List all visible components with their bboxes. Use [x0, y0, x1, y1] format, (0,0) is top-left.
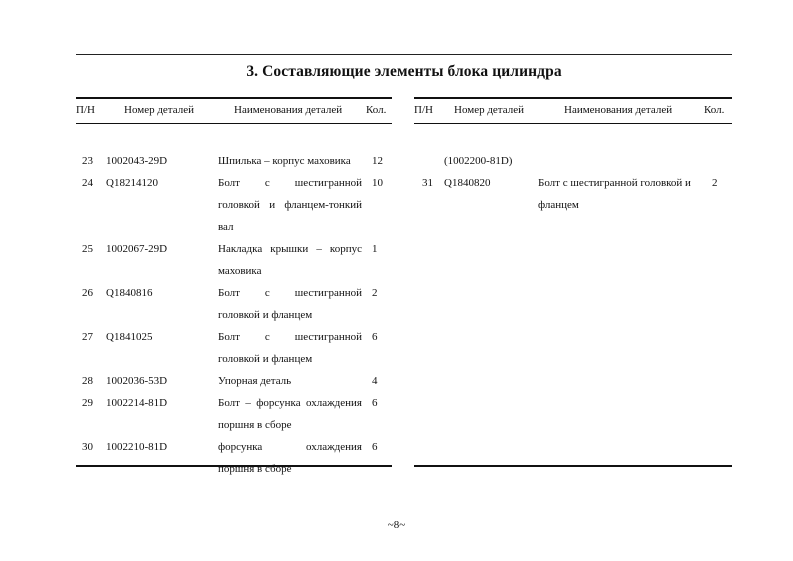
- part-name-line: головкой и фланцем: [218, 309, 313, 321]
- row-part-name: [218, 238, 362, 282]
- row-num: 27: [82, 331, 93, 343]
- row-num: 29: [82, 397, 93, 409]
- table-header: [76, 97, 392, 124]
- page-title: 3. Составляющие элементы блока цилиндра: [246, 63, 562, 80]
- header-part-number: Номер деталей: [124, 104, 194, 116]
- row-part-name: [218, 392, 362, 436]
- parts-table-left: [76, 97, 392, 475]
- part-name-line: фланцем: [538, 199, 579, 211]
- row-part-number: 1002214-81D: [106, 397, 168, 409]
- part-name-line: Болт с шестигранной головкой и: [538, 177, 691, 189]
- row-qty: 2: [372, 287, 378, 299]
- row-qty: 6: [372, 441, 378, 453]
- row-num: 28: [82, 375, 93, 387]
- header-qty: Кол.: [366, 104, 387, 116]
- row-num: 23: [82, 155, 93, 167]
- part-name-line: [538, 150, 704, 172]
- row-part-number: 1002036-53D: [106, 375, 168, 387]
- row-part-number: Q1841025: [106, 331, 153, 343]
- page-number: ~8~: [387, 519, 406, 531]
- part-name-line: маховика: [218, 265, 262, 277]
- row-part-name: [538, 150, 704, 172]
- row-qty: 6: [372, 397, 378, 409]
- part-name-line: поршня в сборе: [218, 463, 292, 475]
- row-part-number: Q18214120: [106, 177, 158, 189]
- table-header: [414, 97, 732, 124]
- header-qty: Кол.: [704, 104, 725, 116]
- part-name-line: Болт с шестигранной: [218, 177, 362, 189]
- bottom-rule-left: [76, 465, 392, 467]
- header-num: П/Н: [414, 104, 433, 116]
- top-rule: [76, 54, 732, 55]
- row-qty: 2: [712, 177, 718, 189]
- row-num: 30: [82, 441, 93, 453]
- row-num: 26: [82, 287, 93, 299]
- row-part-number: Q1840816: [106, 287, 153, 299]
- row-qty: 10: [372, 177, 383, 189]
- part-name-line: Болт – форсунка охлаждения: [218, 397, 362, 409]
- part-name-line: Накладка крышки – корпус: [218, 243, 362, 255]
- header-part-name: Наименования деталей: [564, 104, 673, 116]
- part-name-line: форсунка охлаждения: [218, 441, 362, 453]
- header-part-number: Номер деталей: [454, 104, 524, 116]
- row-part-name: [218, 282, 362, 326]
- row-part-number: 1002210-81D: [106, 441, 168, 453]
- row-part-name: [218, 436, 362, 480]
- row-part-number: Q1840820: [444, 177, 491, 189]
- row-part-name: [218, 172, 362, 238]
- header-part-name: Наименования деталей: [234, 104, 343, 116]
- part-name-line: головкой и фланцем: [218, 353, 313, 365]
- row-qty: 1: [372, 243, 378, 255]
- part-name-line: поршня в сборе: [218, 419, 292, 431]
- row-part-name: [538, 172, 704, 216]
- row-part-number: 1002043-29D: [106, 155, 168, 167]
- parts-table-right: [414, 97, 732, 211]
- row-qty: 12: [372, 155, 383, 167]
- row-part-name: [218, 370, 362, 392]
- part-name-line: головкой и фланцем-тонкий: [218, 199, 362, 211]
- part-name-line: Болт с шестигранной: [218, 287, 362, 299]
- row-part-name: [218, 150, 362, 172]
- row-part-name: [218, 326, 362, 370]
- part-name-line: вал: [218, 221, 234, 233]
- part-name-line: Шпилька – корпус маховика: [218, 155, 351, 167]
- row-num: 24: [82, 177, 93, 189]
- part-name-line: Упорная деталь: [218, 375, 292, 387]
- row-part-number: (1002200-81D): [444, 155, 513, 167]
- bottom-rule-right: [414, 465, 732, 467]
- row-qty: 4: [372, 375, 378, 387]
- row-part-number: 1002067-29D: [106, 243, 168, 255]
- row-num: 25: [82, 243, 93, 255]
- row-qty: 6: [372, 331, 378, 343]
- header-num: П/Н: [76, 104, 95, 116]
- part-name-line: Болт с шестигранной: [218, 331, 362, 343]
- row-num: 31: [422, 177, 433, 189]
